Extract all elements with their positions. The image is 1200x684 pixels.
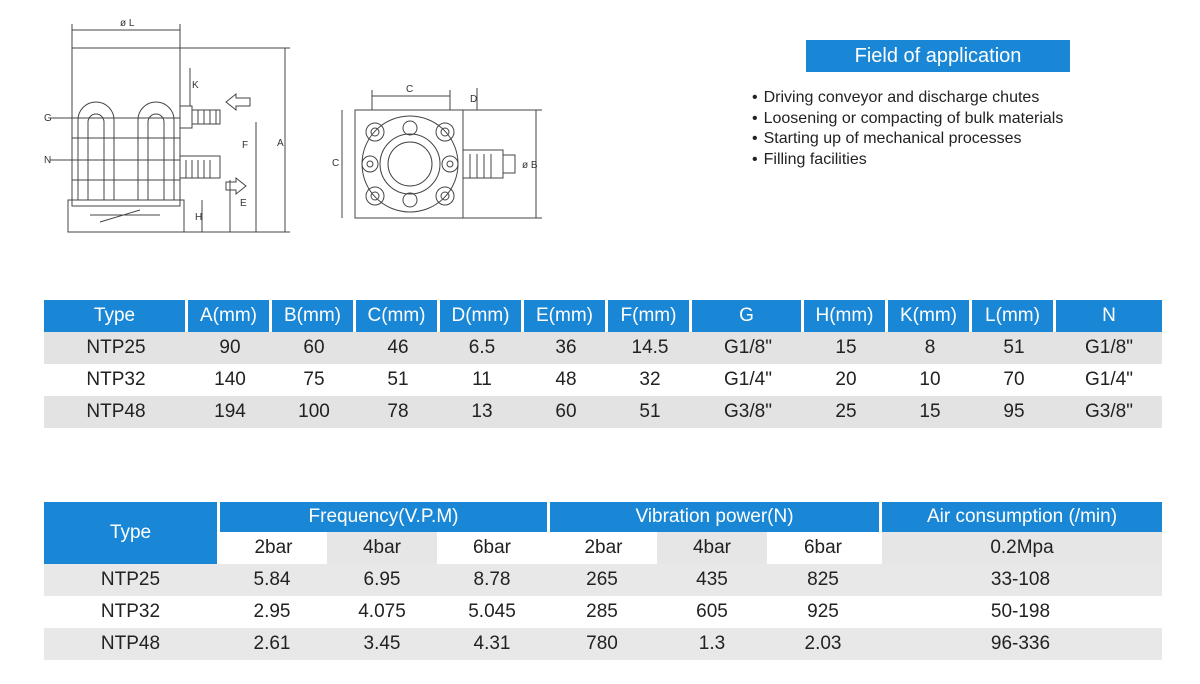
dim-label-C-side: C <box>332 158 340 169</box>
table-cell: NTP48 <box>44 396 188 428</box>
dim-label-K: K <box>192 80 199 91</box>
table-cell: G1/8" <box>1056 332 1162 364</box>
table-cell: 6.5 <box>440 332 524 364</box>
subheader-cell: 2bar <box>217 532 327 564</box>
column-header: G <box>692 300 804 332</box>
table-cell: 75 <box>272 364 356 396</box>
table-cell: 51 <box>356 364 440 396</box>
column-header: A(mm) <box>188 300 272 332</box>
table-cell: 46 <box>356 332 440 364</box>
dim-label-D: D <box>470 94 478 105</box>
table-row <box>44 396 1162 428</box>
frequency-header: Frequency(V.P.M) <box>217 502 547 532</box>
table-cell: 1.3 <box>657 628 767 660</box>
table-cell: NTP48 <box>44 628 217 660</box>
table-cell: G1/4" <box>692 364 804 396</box>
table-cell: NTP32 <box>44 364 188 396</box>
dim-label-E: E <box>240 198 247 209</box>
subheader-cell: 4bar <box>657 532 767 564</box>
table-cell: 5.045 <box>437 596 547 628</box>
table-row <box>44 596 1162 628</box>
application-title: Field of application <box>806 40 1070 72</box>
table-cell: 6.95 <box>327 564 437 596</box>
table-cell: 11 <box>440 364 524 396</box>
table-cell: 96-336 <box>879 628 1162 660</box>
table-row <box>44 364 1162 396</box>
table-cell: 285 <box>547 596 657 628</box>
column-header: K(mm) <box>888 300 972 332</box>
table-cell: NTP25 <box>44 332 188 364</box>
dim-label-C-top: C <box>406 84 414 95</box>
column-header: B(mm) <box>272 300 356 332</box>
table-cell: 78 <box>356 396 440 428</box>
table-cell: 4.075 <box>327 596 437 628</box>
table-cell: 2.61 <box>217 628 327 660</box>
dimensions-table <box>44 300 1162 428</box>
table-cell: G1/4" <box>1056 364 1162 396</box>
subheader-cell: 6bar <box>437 532 547 564</box>
table-cell: 3.45 <box>327 628 437 660</box>
table-cell: 825 <box>767 564 879 596</box>
performance-table <box>44 502 1162 660</box>
table-cell: 32 <box>608 364 692 396</box>
table-cell: 8.78 <box>437 564 547 596</box>
table-cell: 60 <box>272 332 356 364</box>
table-cell: 2.95 <box>217 596 327 628</box>
table-cell: G3/8" <box>1056 396 1162 428</box>
type-header: Type <box>44 502 217 564</box>
table-cell: 25 <box>804 396 888 428</box>
table-cell: 15 <box>888 396 972 428</box>
dim-label-F: F <box>242 140 249 151</box>
table-cell: 50-198 <box>879 596 1162 628</box>
column-header: E(mm) <box>524 300 608 332</box>
table-cell: 95 <box>972 396 1056 428</box>
table-cell: 90 <box>188 332 272 364</box>
table-cell: 2.03 <box>767 628 879 660</box>
table-cell: G3/8" <box>692 396 804 428</box>
table-cell: 48 <box>524 364 608 396</box>
application-list <box>752 88 1063 170</box>
table-cell: 140 <box>188 364 272 396</box>
table-cell: 265 <box>547 564 657 596</box>
table-row <box>44 332 1162 364</box>
table-cell: 20 <box>804 364 888 396</box>
list-item: • Loosening or compacting of bulk materials <box>752 109 1063 130</box>
table-cell: NTP25 <box>44 564 217 596</box>
table-cell: 33-108 <box>879 564 1162 596</box>
table-row <box>44 628 1162 660</box>
column-header: L(mm) <box>972 300 1056 332</box>
dim-label-L: ø L <box>120 18 135 29</box>
table-cell: 13 <box>440 396 524 428</box>
table-row <box>44 564 1162 596</box>
table-cell: 60 <box>524 396 608 428</box>
table-cell: 605 <box>657 596 767 628</box>
table-cell: 925 <box>767 596 879 628</box>
column-header: N <box>1056 300 1162 332</box>
column-header: H(mm) <box>804 300 888 332</box>
table-cell: 435 <box>657 564 767 596</box>
air-consumption-header: Air consumption (/min) <box>879 502 1162 532</box>
dim-label-A: A <box>277 138 284 149</box>
dim-label-B: ø B <box>522 160 538 171</box>
table-cell: 780 <box>547 628 657 660</box>
table-cell: 8 <box>888 332 972 364</box>
column-header: F(mm) <box>608 300 692 332</box>
table-cell: 100 <box>272 396 356 428</box>
technical-drawing <box>30 10 570 240</box>
table-cell: 4.31 <box>437 628 547 660</box>
table-cell: G1/8" <box>692 332 804 364</box>
subheader-cell: 6bar <box>767 532 879 564</box>
subheader-cell: 0.2Mpa <box>879 532 1162 564</box>
table-cell: 15 <box>804 332 888 364</box>
table-cell: 194 <box>188 396 272 428</box>
table-cell: 14.5 <box>608 332 692 364</box>
dim-label-G: G <box>44 113 52 124</box>
table-cell: 5.84 <box>217 564 327 596</box>
table-cell: 70 <box>972 364 1056 396</box>
dim-label-H: H <box>195 212 203 223</box>
column-header: C(mm) <box>356 300 440 332</box>
table-cell: 36 <box>524 332 608 364</box>
list-item: • Starting up of mechanical processes <box>752 129 1063 150</box>
table-cell: 51 <box>608 396 692 428</box>
table-header-row <box>44 300 1162 332</box>
table-cell: 10 <box>888 364 972 396</box>
column-header: Type <box>44 300 188 332</box>
dim-label-N: N <box>44 155 52 166</box>
list-item: • Filling facilities <box>752 150 1063 171</box>
subheader-cell: 4bar <box>327 532 437 564</box>
column-header: D(mm) <box>440 300 524 332</box>
list-item: • Driving conveyor and discharge chutes <box>752 88 1063 109</box>
vibration-power-header: Vibration power(N) <box>547 502 879 532</box>
table-cell: 51 <box>972 332 1056 364</box>
subheader-cell: 2bar <box>547 532 657 564</box>
table-header-row <box>44 502 1162 532</box>
table-cell: NTP32 <box>44 596 217 628</box>
